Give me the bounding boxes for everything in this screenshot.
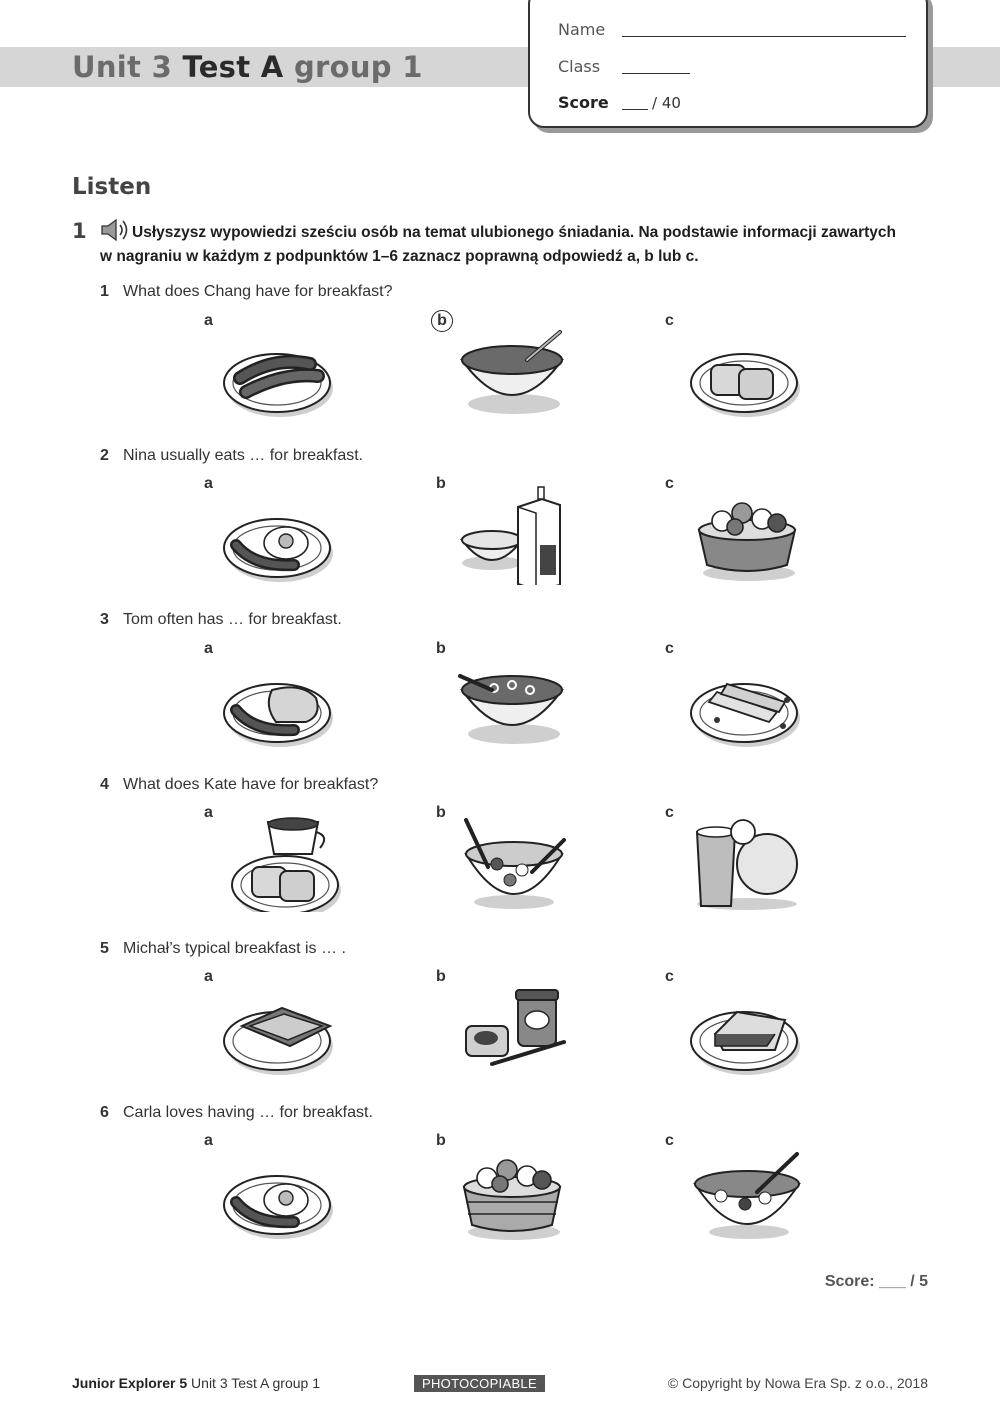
salad-bowl-picture — [452, 812, 572, 912]
egg-sausage-picture — [220, 485, 340, 585]
option-b[interactable]: b — [436, 1132, 446, 1149]
score-field[interactable] — [622, 109, 648, 110]
cereal-bowl-picture — [452, 320, 572, 420]
question-text: What does Chang have for breakfast? — [123, 283, 393, 300]
sandwich-picture — [220, 978, 340, 1078]
option-b[interactable]: b — [436, 475, 446, 492]
question-number: 2 — [100, 447, 109, 464]
pancakes-picture — [687, 650, 807, 750]
tea-toast-picture — [228, 812, 348, 912]
class-label: Class — [558, 57, 601, 76]
section-title: Listen — [72, 174, 152, 200]
footer-book: Junior Explorer 5 — [72, 1375, 188, 1391]
exercise-number: 1 — [72, 219, 87, 243]
option-c[interactable]: c — [665, 804, 674, 821]
toast-sausage-picture — [220, 650, 340, 750]
option-a[interactable]: a — [204, 475, 213, 492]
question-text: Carla loves having … for breakfast. — [123, 1104, 373, 1121]
option-b[interactable]: b — [436, 640, 446, 657]
question-text: What does Kate have for breakfast? — [123, 776, 379, 793]
cereal-loops-picture — [452, 650, 572, 750]
orange-juice-picture — [687, 812, 807, 912]
question-3 — [100, 611, 342, 629]
student-info-box — [528, 0, 928, 128]
question-6 — [100, 1104, 373, 1122]
name-label: Name — [558, 20, 606, 39]
question-number: 3 — [100, 611, 109, 628]
class-field[interactable] — [622, 73, 690, 74]
fruit-bowl-picture — [452, 1142, 572, 1242]
option-b[interactable]: b — [436, 804, 446, 821]
question-number: 6 — [100, 1104, 109, 1121]
option-a[interactable]: a — [204, 312, 213, 329]
question-4 — [100, 776, 378, 794]
question-text: Michał’s typical breakfast is … . — [123, 940, 346, 957]
option-a[interactable]: a — [204, 640, 213, 657]
page-title — [72, 50, 423, 84]
name-field[interactable] — [622, 36, 906, 37]
exercise-score: Score: ___ / 5 — [824, 1273, 928, 1290]
question-1 — [100, 283, 393, 301]
copyright: © Copyright by Nowa Era Sp. z o.o., 2018 — [667, 1375, 928, 1391]
milk-porridge-picture — [452, 485, 572, 585]
question-text: Nina usually eats … for breakfast. — [123, 447, 364, 464]
bread-cheese-picture — [687, 978, 807, 1078]
option-c[interactable]: c — [665, 312, 674, 329]
score-label: Score — [558, 93, 609, 112]
photocopiable-badge: PHOTOCOPIABLE — [414, 1375, 545, 1392]
jam-toast-picture — [452, 978, 572, 1078]
question-number: 4 — [100, 776, 109, 793]
fruit-bowl-picture — [687, 485, 807, 585]
option-c[interactable]: c — [665, 1132, 674, 1149]
title-group: group 1 — [293, 50, 423, 84]
question-5 — [100, 940, 346, 958]
option-a[interactable]: a — [204, 804, 213, 821]
exercise-instructions: Usłyszysz wypowiedzi sześciu osób na temat ulubionego śniadania. Na podstawie informacji zawartych w nagraniu w każdym z podpunktów 1–6 zaznacz poprawną odpowiedź a, b lub c. — [100, 224, 896, 265]
question-number: 1 — [100, 283, 109, 300]
option-a[interactable]: a — [204, 1132, 213, 1149]
option-c[interactable]: c — [665, 475, 674, 492]
question-2 — [100, 447, 363, 465]
footer-test: Unit 3 Test A group 1 — [191, 1375, 320, 1391]
toast-picture — [687, 320, 807, 420]
option-c[interactable]: c — [665, 640, 674, 657]
footer-left — [72, 1375, 320, 1391]
title-test: Test A — [182, 50, 284, 84]
question-text: Tom often has … for breakfast. — [123, 611, 342, 628]
question-number: 5 — [100, 940, 109, 957]
option-c[interactable]: c — [665, 968, 674, 985]
sausages-picture — [220, 320, 340, 420]
option-a[interactable]: a — [204, 968, 213, 985]
score-total: / 40 — [652, 94, 681, 112]
title-unit: Unit 3 — [72, 50, 173, 84]
option-b[interactable]: b — [436, 968, 446, 985]
salad-fork-picture — [687, 1142, 807, 1242]
option-b-selected[interactable]: b — [431, 310, 453, 332]
egg-sausage-picture — [220, 1142, 340, 1242]
